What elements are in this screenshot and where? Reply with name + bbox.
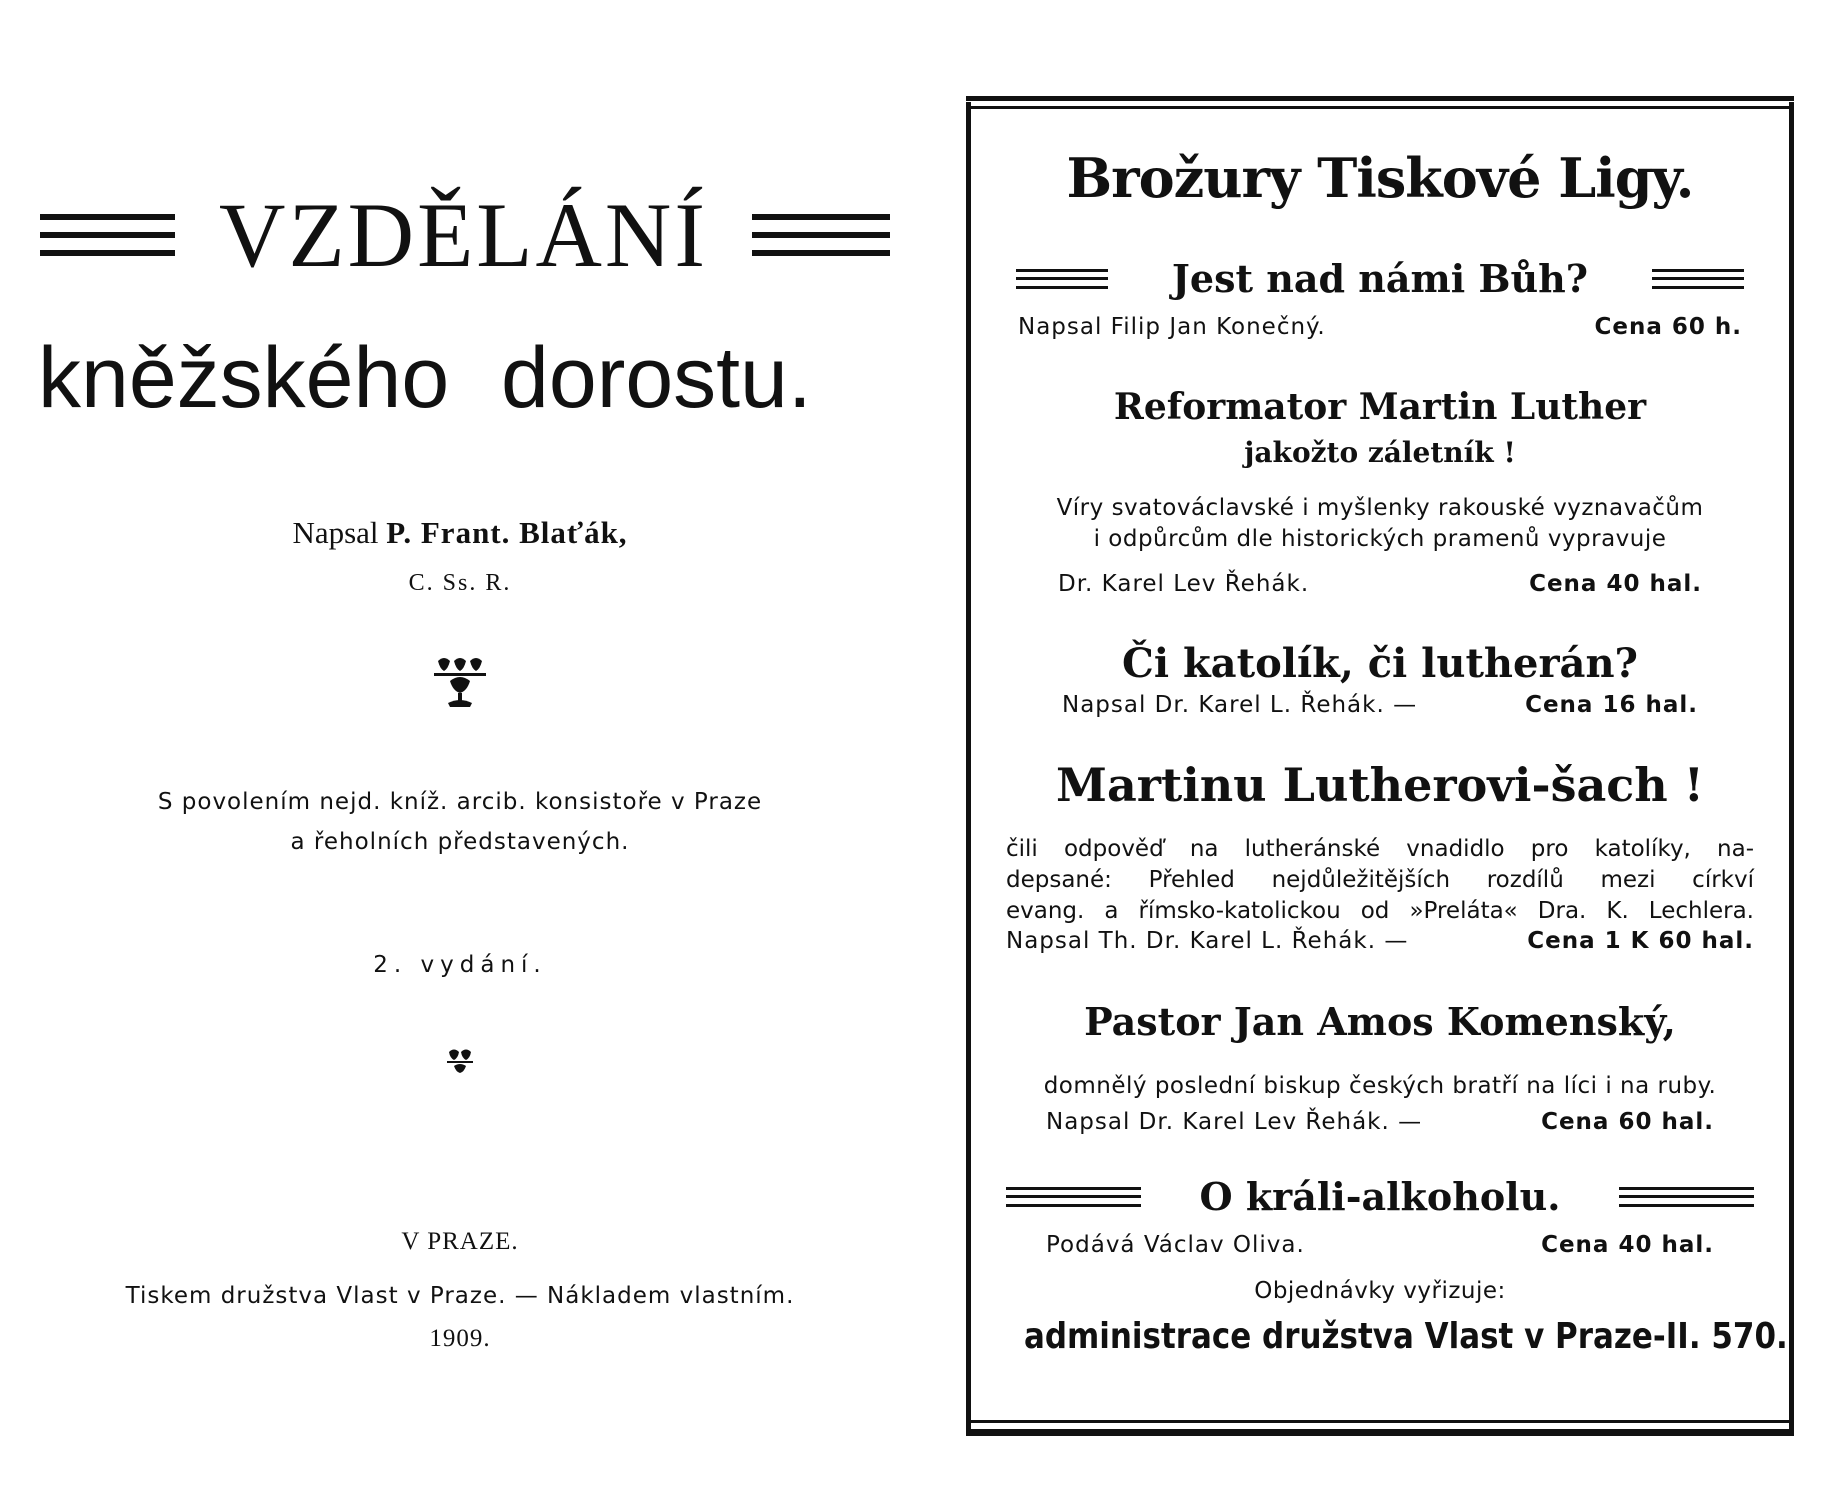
advert-item-price: Cena 60 hal. (1541, 1109, 1714, 1135)
permission-line-2: a řeholních představených. (290, 829, 630, 855)
advert-item-author: Napsal Dr. Karel L. Řehák. — (1062, 692, 1418, 718)
printer-line: Tiskem družstva Vlast v Praze. — Nákladem vlastním. (125, 1283, 795, 1309)
advert-item-6-byline (1046, 1232, 1714, 1258)
decorative-rule-left (40, 214, 175, 256)
description-line: evang. a římsko-katolickou od »Preláta« Dra. K. Lechlera. (1006, 898, 1754, 924)
book-subtitle: kněžského dorostu. (38, 330, 812, 426)
advert-item-price: Cena 60 h. (1594, 314, 1742, 340)
advert-item-author: Dr. Karel Lev Řehák. (1058, 571, 1310, 597)
religious-order: C. Ss. R. (408, 570, 512, 596)
advert-item-author: Podává Václav Oliva. (1046, 1232, 1305, 1258)
advert-item-5-title: Pastor Jan Amos Komenský, (1084, 999, 1676, 1044)
description-line: i odpůrcům dle historických pramenů vypravuje (1093, 526, 1667, 552)
decorative-rule (1652, 269, 1744, 289)
border-top-inner (966, 106, 1794, 109)
advert-item-price: Cena 40 hal. (1541, 1232, 1714, 1258)
advert-item-3-byline (1062, 692, 1698, 718)
advert-item-5-description (1006, 1071, 1754, 1102)
decorative-rule (1016, 269, 1108, 289)
edition: 2. vydání. (373, 952, 547, 978)
advert-item-4-title: Martinu Lutherovi-šach ! (1056, 758, 1704, 812)
permission-note (0, 782, 920, 862)
advert-item-title: Jest nad námi Bůh? (1171, 256, 1589, 301)
advert-item-author: Napsal Dr. Karel Lev Řehák. — (1046, 1109, 1423, 1135)
advert-item-1-byline (1018, 314, 1742, 340)
advert-item-author: Napsal Th. Dr. Karel L. Řehák. — (1006, 928, 1409, 954)
small-flower-ornament-icon (0, 1048, 920, 1076)
title-row (40, 180, 890, 290)
author-prefix: Napsal (292, 515, 379, 550)
publication-year: 1909. (429, 1325, 491, 1352)
author-line (0, 515, 920, 551)
decorative-rule (1619, 1187, 1754, 1207)
border-bottom (966, 1429, 1794, 1436)
permission-line-1: S povolením nejd. kníž. arcib. konsistoře v Praze (157, 789, 763, 815)
advert-item-2-subtitle: jakožto záletník ! (1244, 436, 1516, 469)
book-title: VZDĚLÁNÍ (219, 184, 708, 286)
author-name: P. Frant. Blaťák, (386, 515, 628, 550)
advert-item-4-byline (1006, 928, 1754, 954)
border-bottom-inner (966, 1420, 1794, 1423)
advert-item-price: Cena 40 hal. (1529, 571, 1702, 597)
border-top (966, 96, 1794, 101)
advert-item-6-heading (1006, 1174, 1754, 1219)
publication-place: V PRAZE. (401, 1228, 519, 1255)
decorative-rule (1006, 1187, 1141, 1207)
advert-item-2-byline (1058, 571, 1702, 597)
description-line: depsané: Přehled nejdůležitějších rozdílů mezi církví (1006, 867, 1754, 893)
advertisement-box (966, 96, 1794, 1436)
advert-item-2-title: Reformator Martin Luther (1113, 386, 1647, 428)
description-line: čili odpověď na lutheránské vnadidlo pro katolíky, na- (1006, 836, 1754, 862)
description-line: domnělý poslední biskup českých bratří na líci i na ruby. (1043, 1073, 1717, 1099)
advert-item-title: O králi-alkoholu. (1199, 1174, 1561, 1219)
advert-item-author: Napsal Filip Jan Konečný. (1018, 314, 1326, 340)
orders-label: Objednávky vyřizuje: (1254, 1278, 1506, 1304)
advert-item-3-title: Či katolík, či lutherán? (1122, 640, 1638, 687)
flower-ornament-icon (0, 655, 920, 711)
advert-item-4-description (1006, 834, 1754, 927)
advert-item-price: Cena 16 hal. (1525, 692, 1698, 718)
description-line: Víry svatováclavské i myšlenky rakouské vyznavačům (1056, 495, 1704, 521)
advert-header: Brožury Tiskové Ligy. (1066, 146, 1694, 210)
decorative-rule-right (752, 214, 890, 256)
advert-item-5-byline (1046, 1109, 1714, 1135)
advert-item-2-description (1006, 493, 1754, 555)
advert-item-1-heading (1016, 256, 1744, 301)
advert-item-price: Cena 1 K 60 hal. (1527, 928, 1754, 954)
administration-address: administrace družstva Vlast v Praze-II. 570. (1023, 1316, 1788, 1357)
